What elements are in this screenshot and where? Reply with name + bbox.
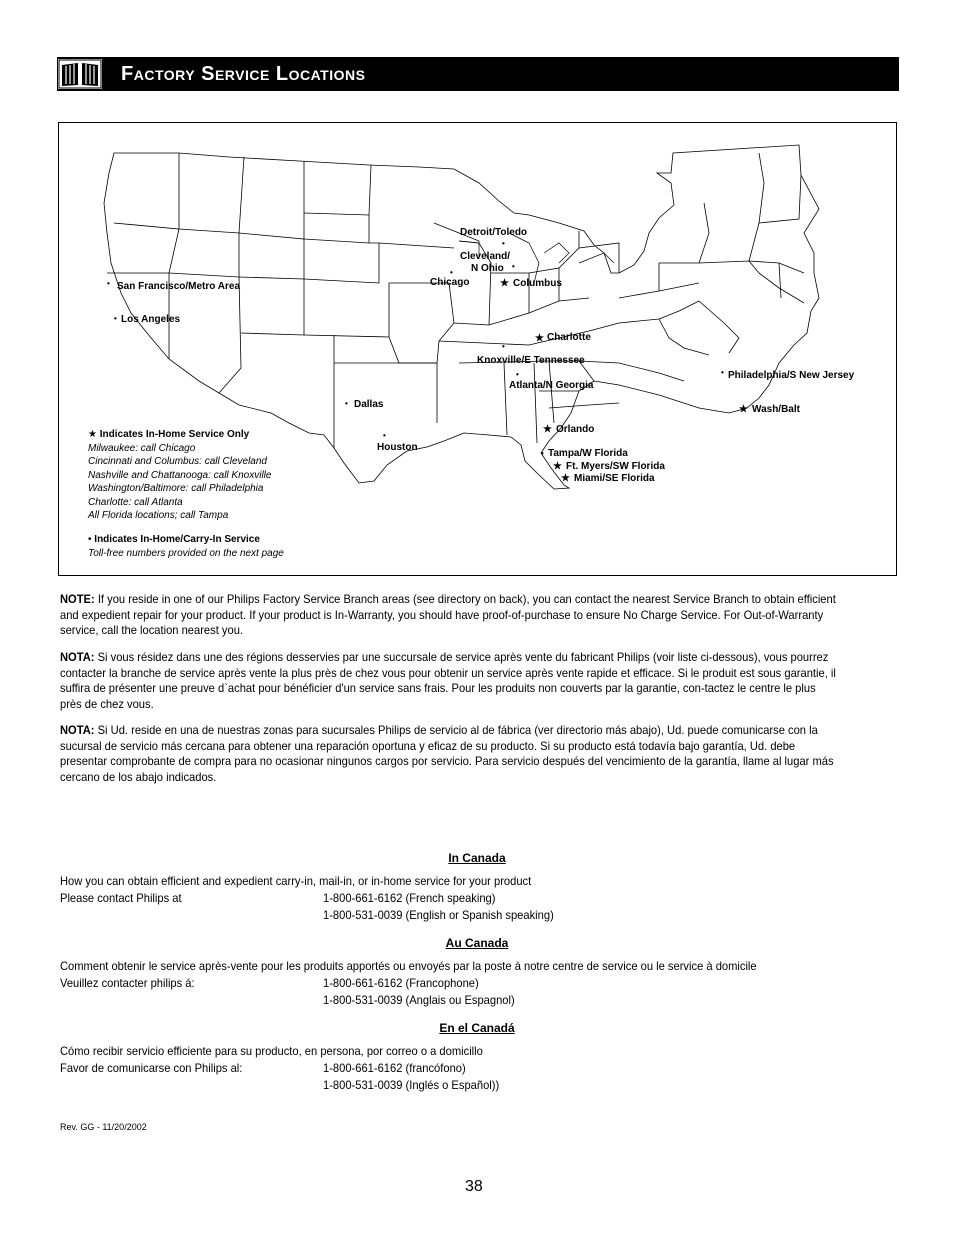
city-label: Houston bbox=[377, 442, 418, 453]
star-marker-icon: ★ bbox=[543, 424, 552, 435]
section-heading: Au Canada bbox=[445, 936, 509, 950]
dot-marker-icon: • bbox=[512, 262, 515, 271]
note-french bbox=[60, 650, 837, 712]
city-label: Miami/SE Florida bbox=[574, 473, 655, 484]
dot-marker-icon: • bbox=[88, 534, 92, 545]
section-intro: How you can obtain efficient and expedient carry-in, mail-in, or in-home service for your product bbox=[60, 874, 532, 888]
dot-marker-icon: • bbox=[502, 239, 505, 248]
note-english bbox=[60, 592, 837, 639]
city-label: Philadelphia/S New Jersey bbox=[728, 370, 855, 381]
legend-heading: Indicates In-Home/Carry-In Service bbox=[94, 534, 260, 545]
dot-marker-icon: • bbox=[450, 268, 453, 277]
phone-number: 1-800-531-0039 (Inglés o Español)) bbox=[323, 1078, 500, 1092]
legend-note: Toll-free numbers provided on the next page bbox=[88, 547, 284, 559]
section-intro: Cómo recibir servicio efficiente para su producto, en persona, por correo o a domicillo bbox=[60, 1044, 483, 1058]
dot-marker-icon: • bbox=[541, 449, 544, 458]
section-intro: Comment obtenir le service après-vente pour les produits apportés ou envoyés par la poste à notre centre de service ou le service à domicile bbox=[60, 959, 757, 973]
city-label: Tampa/W Florida bbox=[548, 448, 628, 459]
note-text: Si vous résidez dans une des régions desservies par une succursale de service après vente du fabricant Philips (voir liste ci-dessous), vous pourrez contacter la branche de service après vente la plus près de chez vous pour obtenir un service après vente rapide et efficace. Si le produit est sous garantie, il suffira de présenter une preuve d`achat pour bénéficier d'un service sans frais. Pour les produits non couverts par la garantie, con-tactez le centre le plus près de chez vous. bbox=[60, 650, 836, 711]
city-label: Detroit/Toledo bbox=[460, 227, 528, 238]
page-header bbox=[57, 57, 899, 91]
legend-item: Milwaukee: call Chicago bbox=[88, 442, 196, 454]
city-label: Knoxville/E Tennessee bbox=[477, 355, 585, 366]
city-label: Cleveland/ bbox=[460, 251, 511, 262]
legend-item: All Florida locations; call Tampa bbox=[88, 510, 229, 521]
city-label: Atlanta/N Georgia bbox=[509, 380, 594, 391]
city-label: N Ohio bbox=[471, 263, 504, 274]
book-icon bbox=[58, 59, 102, 89]
legend-item: Cincinnati and Columbus: call Cleveland bbox=[88, 456, 267, 467]
city-label: Orlando bbox=[556, 424, 595, 435]
legend-item: Nashville and Chattanooga: call Knoxville bbox=[88, 469, 272, 481]
legend-item: Washington/Baltimore: call Philadelphia bbox=[88, 483, 264, 494]
page-number: 38 bbox=[465, 1178, 483, 1195]
phone-number: 1-800-661-6162 (francófono) bbox=[323, 1061, 466, 1075]
city-label: Chicago bbox=[430, 277, 470, 288]
city-label: Ft. Myers/SW Florida bbox=[566, 461, 665, 472]
note-label: NOTA: bbox=[60, 723, 95, 737]
city-label: Charlotte bbox=[547, 332, 591, 343]
phone-number: 1-800-661-6162 (French speaking) bbox=[323, 891, 496, 905]
contact-label: Favor de comunicarse con Philips al: bbox=[60, 1061, 243, 1075]
city-label: Columbus bbox=[513, 278, 562, 289]
phone-number: 1-800-531-0039 (Anglais ou Espagnol) bbox=[323, 993, 515, 1007]
legend-in-home bbox=[88, 428, 271, 523]
contact-label: Veuillez contacter philips á: bbox=[60, 976, 195, 990]
star-marker-icon: ★ bbox=[500, 278, 509, 289]
note-text: Si Ud. reside en una de nuestras zonas para sucursales Philips de servicio al de fábrica (ver directorio más abajo), Ud. puede comunicarse con la sucursal de servicio más cercana para obtener una reparación oportuna y eficaz de su producto. Si su producto está todavía bajo garantía, Ud. debe presentar comprobante de compra para no ocasionar ningunos cargos por servicio. Para servicio después del vencimiento de la garantía, llame al lugar más cercano de los abajo indicados. bbox=[60, 723, 834, 784]
note-spanish bbox=[60, 723, 837, 785]
legend-item: Charlotte: call Atlanta bbox=[88, 496, 183, 508]
section-heading: En el Canadá bbox=[439, 1021, 515, 1035]
city-label: Dallas bbox=[354, 399, 384, 410]
legend-carry-in bbox=[88, 533, 284, 560]
phone-number: 1-800-661-6162 (Francophone) bbox=[323, 976, 479, 990]
note-label: NOTA: bbox=[60, 650, 95, 664]
city-label: San Francisco/Metro Area bbox=[117, 281, 241, 292]
dot-marker-icon: • bbox=[114, 314, 117, 323]
dot-marker-icon: • bbox=[502, 342, 505, 351]
dot-marker-icon: • bbox=[107, 279, 110, 288]
city-label: Wash/Balt bbox=[752, 404, 800, 415]
dot-marker-icon: • bbox=[721, 368, 724, 377]
revision-label: Rev. GG - 11/20/2002 bbox=[60, 1122, 147, 1132]
section-heading: In Canada bbox=[448, 851, 506, 865]
note-text: If you reside in one of our Philips Factory Service Branch areas (see directory on back), you can contact the nearest Service Branch to obtain efficient and expedient repair for your product. If your product is In-Warranty, you should have proof-of-purchase to ensure No Charge Service. For Out-of-Warranty service, call the location nearest you. bbox=[60, 592, 836, 637]
dot-marker-icon: • bbox=[345, 399, 348, 408]
city-label: Los Angeles bbox=[121, 314, 181, 325]
star-marker-icon: ★ bbox=[88, 429, 97, 440]
star-marker-icon: ★ bbox=[561, 473, 570, 484]
page-title: Factory Service Locations bbox=[121, 63, 366, 85]
service-map bbox=[58, 122, 897, 576]
dot-marker-icon: • bbox=[383, 431, 386, 440]
star-marker-icon: ★ bbox=[553, 461, 562, 472]
contact-label: Please contact Philips at bbox=[60, 891, 182, 905]
dot-marker-icon: • bbox=[516, 370, 519, 379]
star-marker-icon: ★ bbox=[739, 404, 748, 415]
phone-number: 1-800-531-0039 (English or Spanish speaking) bbox=[323, 908, 554, 922]
note-label: NOTE: bbox=[60, 592, 95, 606]
legend-heading: Indicates In-Home Service Only bbox=[99, 429, 250, 440]
star-marker-icon: ★ bbox=[535, 333, 544, 344]
